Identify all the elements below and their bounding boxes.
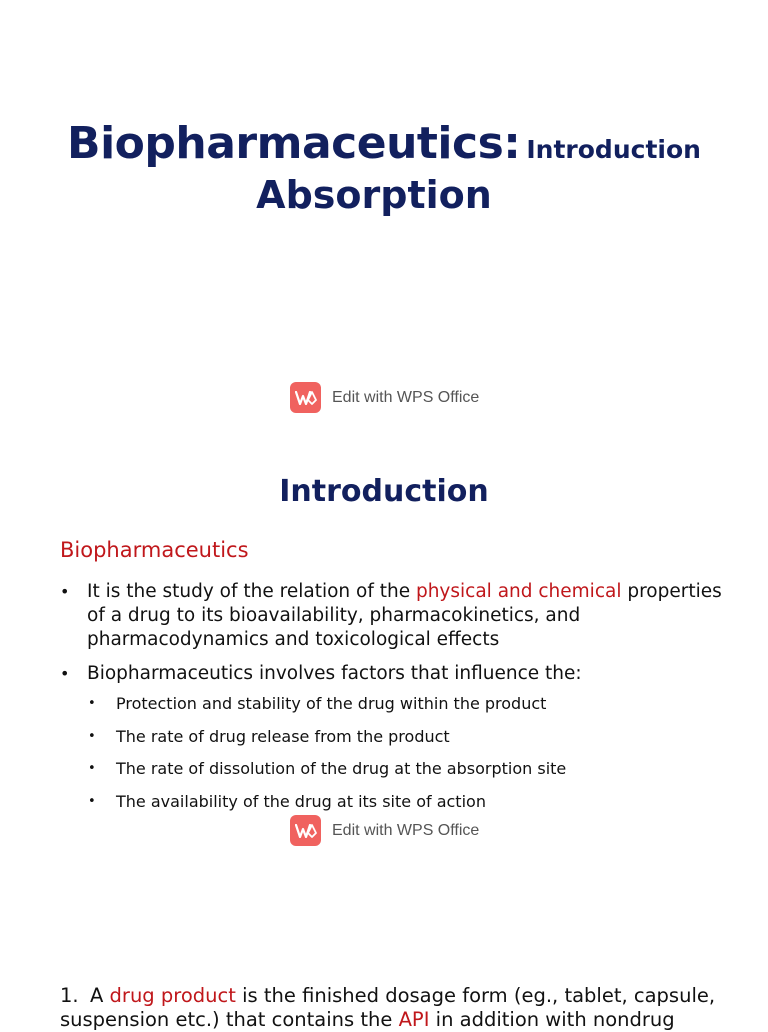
wps-logo-icon bbox=[290, 815, 321, 846]
sub-bullet-item: • The availability of the drug at its site of action bbox=[88, 791, 728, 813]
bullet-text: properties of a drug to its bioavailability, pharmacokinetics, and pharmacodynamics and toxicological effects bbox=[87, 581, 722, 650]
title-main: Biopharmaceutics: bbox=[67, 118, 521, 169]
wps-watermark-top[interactable] bbox=[290, 382, 479, 413]
highlight-text: physical and chemical bbox=[415, 581, 622, 602]
wps-watermark-label: Edit with WPS Office bbox=[332, 821, 480, 839]
bullet-item-factors: • Biopharmaceutics involves factors that influence the: bbox=[60, 662, 740, 686]
sub-bullet-item: • The rate of dissolution of the drug at the absorption site bbox=[88, 758, 728, 780]
sub-bullet-item: • Protection and stability of the drug within the product bbox=[88, 693, 728, 715]
highlight-text: API bbox=[398, 1008, 430, 1031]
section-title: Introduction bbox=[279, 474, 489, 509]
wps-watermark-label: Edit with WPS Office bbox=[332, 388, 480, 406]
item-number: 1. bbox=[60, 984, 79, 1007]
subsection-heading: Biopharmaceutics bbox=[60, 538, 249, 562]
document-title bbox=[0, 118, 768, 217]
bullet-item-definition bbox=[60, 580, 740, 652]
title-line-2: Absorption bbox=[256, 173, 492, 217]
title-subtitle: Introduction bbox=[526, 135, 701, 164]
item-text: in addition with nondrug bbox=[429, 1008, 675, 1031]
numbered-item bbox=[60, 984, 750, 1032]
bullet-list bbox=[60, 580, 740, 696]
item-text: A bbox=[90, 984, 110, 1007]
sub-bullet-list bbox=[88, 693, 728, 823]
wps-watermark-bottom[interactable] bbox=[290, 815, 479, 846]
highlight-text: drug product bbox=[109, 984, 236, 1007]
item-text: is the finished dosage form (eg., tablet, capsule, suspension etc.) that contains the bbox=[60, 984, 716, 1031]
sub-bullet-item: • The rate of drug release from the product bbox=[88, 726, 728, 748]
bullet-text: It is the study of the relation of the bbox=[87, 581, 416, 602]
title-line-1 bbox=[0, 118, 768, 169]
wps-logo-icon bbox=[290, 382, 321, 413]
